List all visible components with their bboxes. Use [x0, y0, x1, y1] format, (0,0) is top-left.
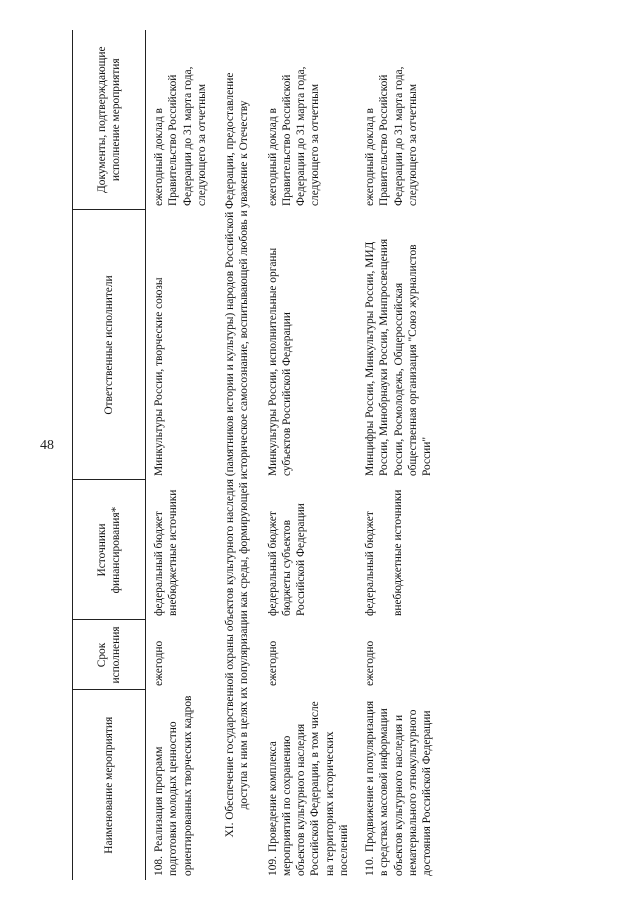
- header-term: Срок исполнения: [73, 620, 146, 690]
- table-header-row: [73, 30, 146, 880]
- row-documents: ежегодный доклад в Правительство Российской Федерации до 31 марта года, следующего за отчетным: [364, 66, 419, 206]
- row-number: 108.: [153, 856, 165, 876]
- section-heading-row: [215, 30, 260, 880]
- row-term: ежегодно: [266, 640, 279, 686]
- row-name: Продвижение и популяризация в средствах массовой информации объектов культурного наследия и нематериального этнокультурного достояния Российской Федерации: [364, 700, 433, 876]
- rotated-table: [72, 30, 622, 880]
- measures-table: [72, 30, 440, 880]
- page-number: 48: [40, 438, 54, 453]
- header-documents: Документы, подтверждающие исполнение мероприятия: [73, 30, 146, 210]
- row-executors: Минцифры России, Минкультуры России, МИД России, Минобрнауки России, Минпросвещения России, Росмолодежь, Общероссийская общественная организация "Союз журналистов России": [364, 238, 433, 476]
- row-documents: ежегодный доклад в Правительство Российской Федерации до 31 марта года, следующего за отчетным: [153, 66, 208, 206]
- row-name-cell: [260, 690, 358, 880]
- table-row: [146, 30, 216, 880]
- row-funding: [357, 480, 440, 620]
- row-funding-extra: внебюджетные источники: [392, 489, 405, 616]
- row-number: 110.: [364, 856, 376, 876]
- row-name-cell: [357, 690, 440, 880]
- row-name: Проведение комплекса мероприятий по сохранению объектов культурного наследия Российской Федерации, в том числе на территориях исторических поселений: [266, 701, 350, 876]
- row-funding: федеральный бюджет внебюджетные источники: [153, 489, 180, 616]
- row-name: Реализация программ подготовки молодых ценностно ориентированных творческих кадров: [153, 695, 194, 876]
- table-row: [260, 30, 358, 880]
- header-funding: Источники финансирования*: [73, 480, 146, 620]
- header-name: Наименование мероприятия: [73, 690, 146, 880]
- row-term: ежегодно: [153, 640, 165, 686]
- row-documents: ежегодный доклад в Правительство Российской Федерации до 31 марта года, следующего за отчетным: [266, 66, 322, 206]
- rotated-table-area: [72, 30, 622, 880]
- row-executors: Минкультуры России, исполнительные органы субъектов Российской Федерации: [266, 247, 293, 476]
- row-funding: федеральный бюджет бюджеты субъектов Российской Федерации: [266, 503, 307, 616]
- section-heading: XI. Обеспечение государственной охраны объектов культурного наследия (памятников истории и культуры) народов Российской Федерации, предоставление доступа к ним в целях их популяризации как среды, формирующей историческое самосознание, воспитывающей любовь и уважение к Отечеству: [224, 72, 251, 838]
- row-number: 109.: [266, 856, 279, 876]
- row-executors: Минкультуры России, творческие союзы: [153, 277, 165, 476]
- row-name-cell: [146, 690, 216, 880]
- header-executors: Ответственные исполнители: [73, 210, 146, 480]
- row-funding-main: федеральный бюджет: [364, 511, 376, 616]
- row-term: ежегодно: [364, 640, 376, 686]
- table-row: [357, 30, 440, 880]
